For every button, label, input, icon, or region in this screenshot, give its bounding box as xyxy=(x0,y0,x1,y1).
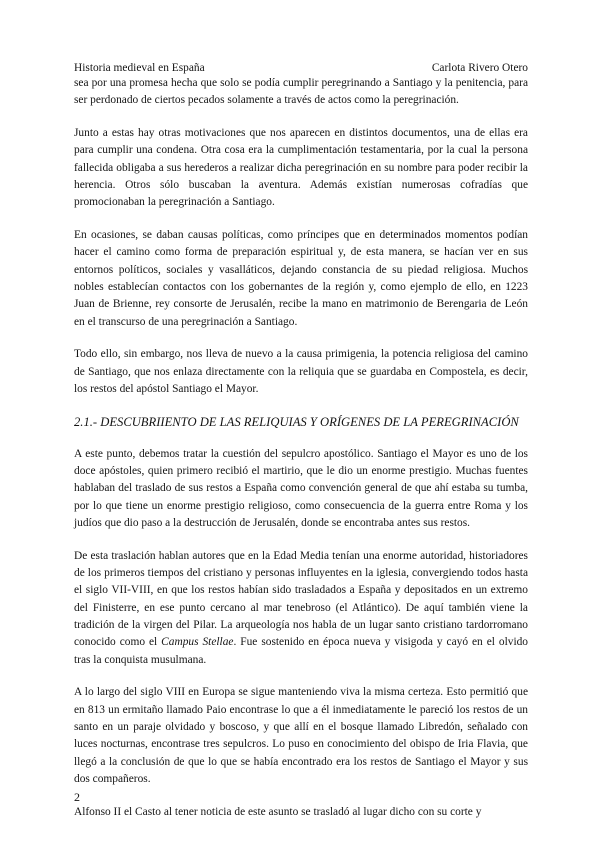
paragraph-3: En ocasiones, se daban causas políticas, como príncipes que en determinados momentos podían hacer el camino como forma de preparación espiritual y, de esta manera, se hacían ver en sus entornos políticos, sociales y vasalláticos, dejando constancia de su piedad religiosa. Muchos nobles establecían contactos con los gobernantes de la región y, como ejemplo de ello, en 1223 Juan de Brienne, rey consorte de Jerusalén, recibe la mano en matrimonio de Berengaria de León en el transcurso de una peregrinación a Santiago. xyxy=(74,229,528,328)
paragraph-8: Alfonso II el Casto al tener noticia de este asunto se trasladó al lugar dicho con su corte y xyxy=(74,805,482,818)
paragraph-5: A este punto, debemos tratar la cuestión del sepulcro apostólico. Santiago el Mayor es uno de los doce apóstoles, quien primero recibió el martirio, que le dio un enorme prestigio. Muchas fuentes hablaban del traslado de sus restos a España como convención general de que ahí estaba su tumba, por lo que tiene un enorme prestigio religioso, como consecuencia de la guerra entre Roma y los judíos que dio paso a la destrucción de Jerusalén, donde se encontraba antes sus restos. xyxy=(74,447,528,529)
paragraph-6 xyxy=(74,548,528,669)
section-heading: 2.1.- DESCUBRIIENTO DE LAS RELIQUIAS Y ORÍGENES DE LA PEREGRINACIÓN xyxy=(74,414,519,429)
header-author: Carlota Rivero Otero xyxy=(431,62,528,74)
paragraph-4: Todo ello, sin embargo, nos lleva de nuevo a la causa primigenia, la potencia religiosa del camino de Santiago, que nos enlaza directamente con la reliquia que se guardaba en Compostela, es decir, los restos del apóstol Santiago el Mayor. xyxy=(74,348,528,395)
header-course-title: Historia medieval en España xyxy=(74,62,205,74)
paragraph-6-text-b: . Fue sostenido en época nueva y visigoda y cayó en el olvido tras la conquista musulmana. xyxy=(74,636,528,666)
page-number: 2 xyxy=(74,790,80,804)
paragraph-2: Junto a estas hay otras motivaciones que nos aparecen en distintos documentos, una de ellas era para cumplir una condena. Otra cosa era la cumplimentación testamentaria, por la cual la persona fallecida obligaba a sus herederos a realizar dicha peregrinación en su nombre para poder recibir la herencia. Otros sólo buscaban la aventura. Además existían numerosas cofradías que promocionaban la peregrinación a Santiago. xyxy=(74,127,528,209)
paragraph-6-text-a: De esta traslación hablan autores que en la Edad Media tenían una enorme autoridad, historiadores de los primeros tiempos del cristiano y personas influyentes en la iglesia, convergiendo todos hasta el siglo VII-VIII, en que los restos habían sido trasladados a España y depositados en un extremo del Finisterre, en ese punto cercano al mar tenebroso (el Atlántico). De aquí también viene la tradición de la virgen del Pilar. La arqueología nos habla de un lugar santo cristiano tardorromano conocido como el xyxy=(74,549,528,649)
campus-stellae-term: Campus Stellae xyxy=(161,636,234,649)
paragraph-1: sea por una promesa hecha que solo se podía cumplir peregrinando a Santiago y la penitencia, para ser perdonado de ciertos pecados solamente a través de actos como la peregrinación. xyxy=(74,77,528,107)
document-body xyxy=(74,75,528,836)
paragraph-7: A lo largo del siglo VIII en Europa se sigue manteniendo viva la misma certeza. Esto permitió que en 813 un ermitaño llamado Paio encontrase lo que a él inmediatamente le pareció los restos de un santo en un paraje olvidado y boscoso, y que allí en el bosque llamado Libredón, señalado con luces nocturnas, encontrase tres sepulcros. Lo puso en conocimiento del obispo de Iria Flavia, que llegó a la conclusión de que lo que se había encontrado era los restos de Santiago el Mayor y sus dos compañeros. xyxy=(74,686,528,785)
